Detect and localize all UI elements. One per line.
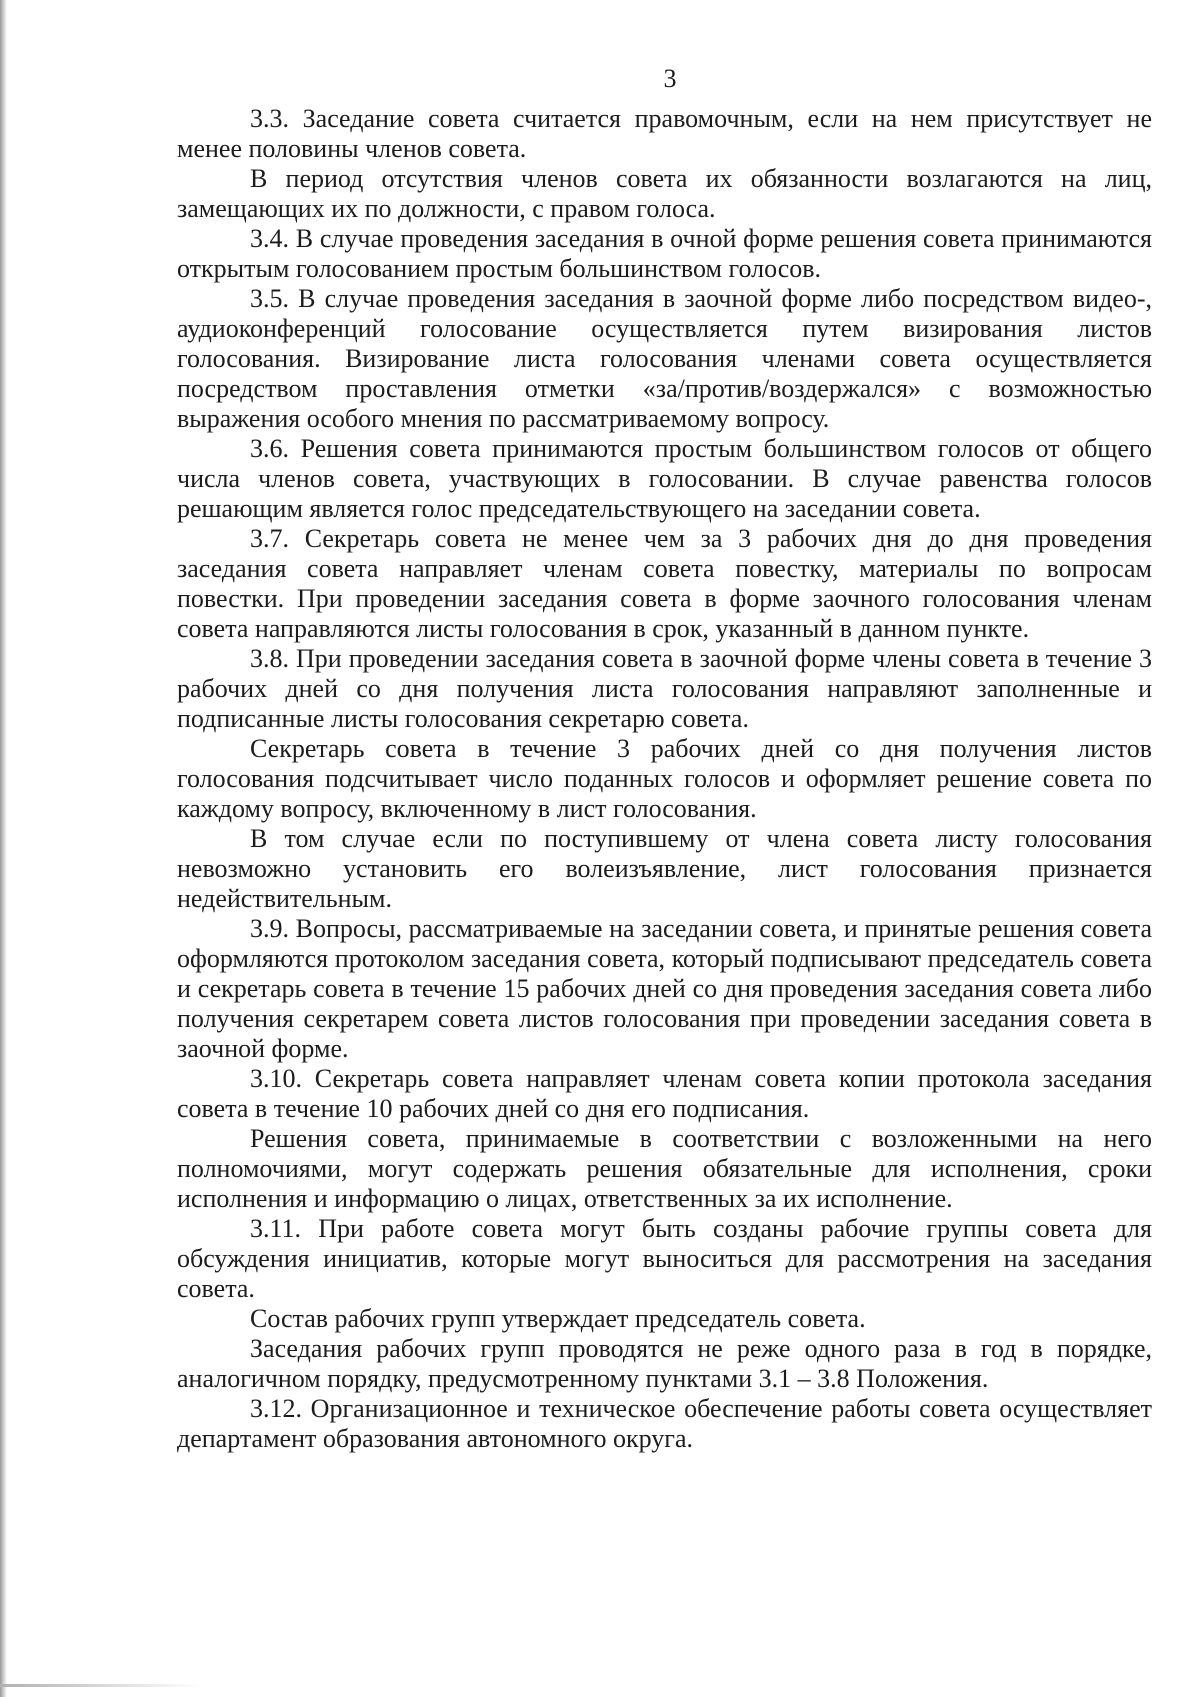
paragraph-3-11: 3.11. При работе совета могут быть созданы рабочие группы совета для обсуждения инициатив, которые могут выноситься для рассмотрения на заседания совета. [177, 1214, 1152, 1303]
paragraph-3-4: 3.4. В случае проведения заседания в очной форме решения совета принимаются открытым голосованием простым большинством голосов. [177, 224, 1152, 283]
paragraph-3-3: 3.3. Заседание совета считается правомочным, если на нем присутствует не менее половины членов совета. [177, 104, 1152, 163]
document-body [177, 104, 1152, 1454]
paragraph-3-7: 3.7. Секретарь совета не менее чем за 3 рабочих дня до дня проведения заседания совета направляет членам совета повестку, материалы по вопросам повестки. При проведении заседания совета в форме заочного голосования членам совета направляются листы голосования в срок, указанный в данном пункте. [177, 524, 1152, 643]
scan-shadow-bottom [0, 1684, 200, 1687]
paragraph-3-10-decisions: Решения совета, принимаемые в соответствии с возложенными на него полномочиями, могут содержать решения обязательные для исполнения, сроки исполнения и информацию о лицах, ответственных за их исполнение. [177, 1124, 1152, 1213]
paragraph-3-8: 3.8. При проведении заседания совета в заочной форме члены совета в течение 3 рабочих дней со дня получения листа голосования направляют заполненные и подписанные листы голосования секретарю совета. [177, 644, 1152, 733]
paragraph-3-8-invalid: В том случае если по поступившему от члена совета листу голосования невозможно установить его волеизъявление, лист голосования признается недействительным. [177, 824, 1152, 913]
paragraph-3-6: 3.6. Решения совета принимаются простым большинством голосов от общего числа членов совета, участвующих в голосовании. В случае равенства голосов решающим является голос председательствующего на заседании совета. [177, 434, 1152, 523]
scan-shadow-edge [0, 0, 7, 1697]
paragraph-3-11-meetings: Заседания рабочих групп проводятся не реже одного раза в год в порядке, аналогичном порядку, предусмотренному пунктами 3.1 – 3.8 Положения. [177, 1334, 1152, 1393]
paragraph-3-12: 3.12. Организационное и техническое обеспечение работы совета осуществляет департамент образования автономного округа. [177, 1394, 1152, 1453]
page-number: 3 [663, 64, 677, 93]
paragraph-3-5: 3.5. В случае проведения заседания в заочной форме либо посредством видео-, аудиоконференций голосование осуществляется путем визирования листов голосования. Визирование листа голосования членами совета осуществляется посредством проставления отметки «за/против/воздержался» с возможностью выражения особого мнения по рассматриваемому вопросу. [177, 284, 1152, 433]
paragraph-3-8-secretary: Секретарь совета в течение 3 рабочих дней со дня получения листов голосования подсчитывает число поданных голосов и оформляет решение совета по каждому вопросу, включенному в лист голосования. [177, 734, 1152, 823]
paragraph-3-10: 3.10. Секретарь совета направляет членам совета копии протокола заседания совета в течение 10 рабочих дней со дня его подписания. [177, 1064, 1152, 1123]
paragraph-3-3-absence: В период отсутствия членов совета их обязанности возлагаются на лиц, замещающих их по должности, с правом голоса. [177, 164, 1152, 223]
paragraph-3-11-composition: Состав рабочих групп утверждает председатель совета. [250, 1304, 866, 1333]
paragraph-3-9: 3.9. Вопросы, рассматриваемые на заседании совета, и принятые решения совета оформляются протоколом заседания совета, который подписывают председатель совета и секретарь совета в течение 15 рабочих дней со дня проведения заседания совета либо получения секретарем совета листов голосования при проведении заседания совета в заочной форме. [177, 914, 1152, 1063]
